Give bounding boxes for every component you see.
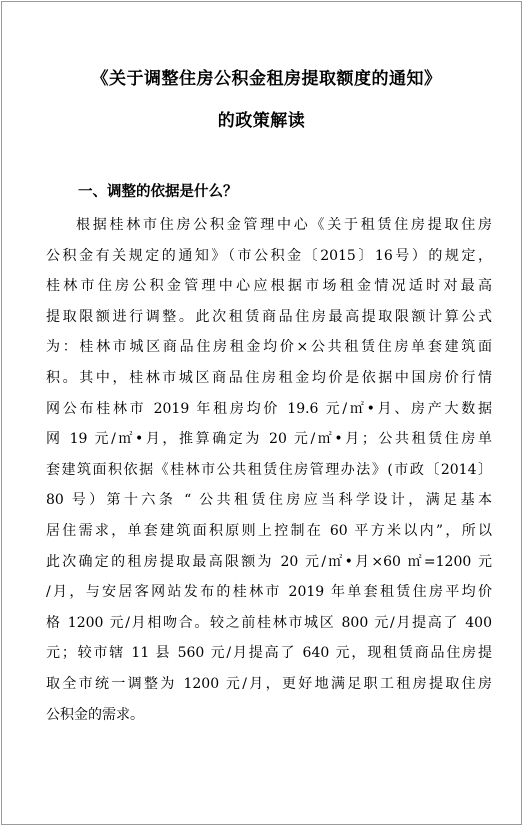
paragraph-line: 此次确定的租房提取最高限额为 20 元/㎡•月×60 ㎡=1200 元 [46,553,492,570]
document-page [1,1,522,825]
section-heading: 一、调整的依据是什么？ [78,183,238,200]
paragraph-line: 根据桂林市住房公积金管理中心《关于租赁住房提取住房 [76,217,492,233]
paragraph-line: 网公布桂林市 2019 年租房均价 19.6 元/㎡•月、房产大数据 [46,400,492,417]
paragraph-line: 居住需求，单套建筑面积原则上控制在 60 平方米以内”，所以 [46,522,492,539]
paragraph-line: 网 19 元/㎡•月，推算确定为 20 元/㎡•月；公共租赁住房单 [46,431,492,448]
paragraph-line: 套建筑面积依据《桂林市公共租赁住房管理办法》(市政〔2014〕 [46,461,492,478]
paragraph-line: 积。其中，桂林市城区商品住房租金均价是依据中国房价行情 [46,369,492,386]
paragraph-line: 桂林市住房公积金管理中心应根据市场租金情况适时对最高 [46,278,492,295]
paragraph-line: 为：桂林市城区商品住房租金均价×公共租赁住房单套建筑面 [46,339,492,356]
document-subtitle: 的政策解读 [217,111,306,131]
body-paragraph [46,210,492,730]
paragraph-line: 格 1200 元/月相吻合。较之前桂林市城区 800 元/月提高了 400 [46,614,492,631]
paragraph-line: 提取限额进行调整。此次租赁商品住房最高提取限额计算公式 [46,308,492,325]
paragraph-line: 元；较市辖 11 县 560 元/月提高了 640 元，现租赁商品住房提 [46,645,492,662]
paragraph-line: 公积金的需求。 [46,706,144,723]
document-title: 《关于调整住房公积金租房提取额度的通知》 [91,69,442,89]
paragraph-line: /月，与安居客网站发布的桂林市 2019 年单套租赁住房平均价 [46,584,492,601]
paragraph-line: 80 号）第十六条 “ 公共租赁住房应当科学设计，满足基本 [46,492,492,509]
paragraph-line: 公积金有关规定的通知》（市公积金〔2015〕16号）的规定， [46,247,492,264]
paragraph-line: 取全市统一调整为 1200 元/月，更好地满足职工租房提取住房 [46,675,492,692]
